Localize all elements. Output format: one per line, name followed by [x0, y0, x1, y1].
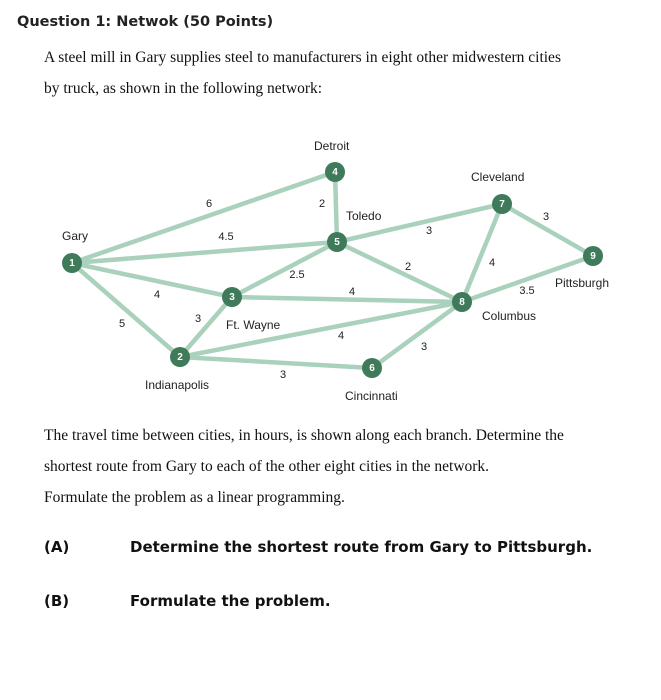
node-label-5: 5 — [334, 237, 340, 248]
city-label-gary: Gary — [62, 229, 89, 243]
outro-paragraph — [44, 420, 644, 513]
edge-weight-1-5: 4.5 — [218, 231, 234, 243]
edge-weight-7-8: 4 — [488, 257, 496, 269]
edge-weight-4-5: 2 — [318, 198, 326, 210]
edge-weight-2-6: 3 — [279, 369, 287, 381]
edge-weight-1-3: 4 — [153, 289, 161, 301]
part-b-text: Formulate the problem. — [130, 592, 331, 610]
intro-line-2: by truck, as shown in the following network: — [44, 80, 323, 97]
edge-weight-8-9: 3.5 — [519, 285, 535, 297]
edge-1-4 — [72, 172, 335, 263]
edge-2-6 — [180, 357, 372, 368]
edge-weight-6-8: 3 — [420, 341, 428, 353]
network-nodes — [62, 162, 603, 378]
outro-line-1: The travel time between cities, in hours, is shown along each branch. Determine the — [44, 427, 564, 444]
edge-weight-3-5: 2.5 — [289, 269, 305, 281]
edge-4-5 — [335, 172, 337, 242]
node-label-9: 9 — [590, 251, 596, 262]
question-title: Question 1: Netwok (50 Points) — [17, 14, 274, 30]
node-label-6: 6 — [369, 363, 375, 374]
node-label-8: 8 — [459, 297, 465, 308]
edge-7-8 — [462, 204, 502, 302]
city-label-pittsburgh: Pittsburgh — [555, 276, 610, 290]
edge-3-8 — [232, 297, 462, 302]
edge-weight-1-2: 5 — [118, 318, 126, 330]
edge-weight-2-8: 4 — [337, 330, 345, 342]
node-label-1: 1 — [69, 258, 75, 269]
part-a-text: Determine the shortest route from Gary to Pittsburgh. — [130, 538, 593, 556]
edge-weight-5-7: 3 — [425, 225, 433, 237]
edge-weight-7-9: 3 — [542, 211, 550, 223]
node-label-3: 3 — [229, 292, 235, 303]
part-b-label: (B) — [44, 592, 70, 610]
edge-weight-3-8: 4 — [348, 286, 356, 298]
edge-5-8 — [337, 242, 462, 302]
edge-1-3 — [72, 263, 232, 297]
city-label-ft-wayne: Ft. Wayne — [226, 318, 281, 332]
part-a-label: (A) — [44, 538, 70, 556]
city-label-cleveland: Cleveland — [471, 170, 525, 184]
edge-weight-5-8: 2 — [404, 261, 412, 273]
city-label-toledo: Toledo — [346, 209, 382, 223]
city-label-columbus: Columbus — [482, 309, 537, 323]
edge-1-5 — [72, 242, 337, 263]
edge-1-2 — [72, 263, 180, 357]
intro-line-1: A steel mill in Gary supplies steel to manufacturers in eight other midwestern cities — [44, 49, 561, 66]
edge-weight-1-4: 6 — [205, 198, 213, 210]
outro-line-2: shortest route from Gary to each of the other eight cities in the network. — [44, 458, 490, 475]
network-edges — [72, 172, 593, 368]
city-label-detroit: Detroit — [314, 139, 350, 153]
edge-weight-2-3: 3 — [194, 313, 202, 325]
node-label-2: 2 — [177, 352, 183, 363]
city-label-indianapolis: Indianapolis — [145, 378, 210, 392]
node-label-7: 7 — [499, 199, 505, 210]
city-label-cincinnati: Cincinnati — [345, 389, 398, 403]
node-label-4: 4 — [332, 167, 338, 178]
outro-line-3: Formulate the problem as a linear programming. — [44, 489, 345, 506]
